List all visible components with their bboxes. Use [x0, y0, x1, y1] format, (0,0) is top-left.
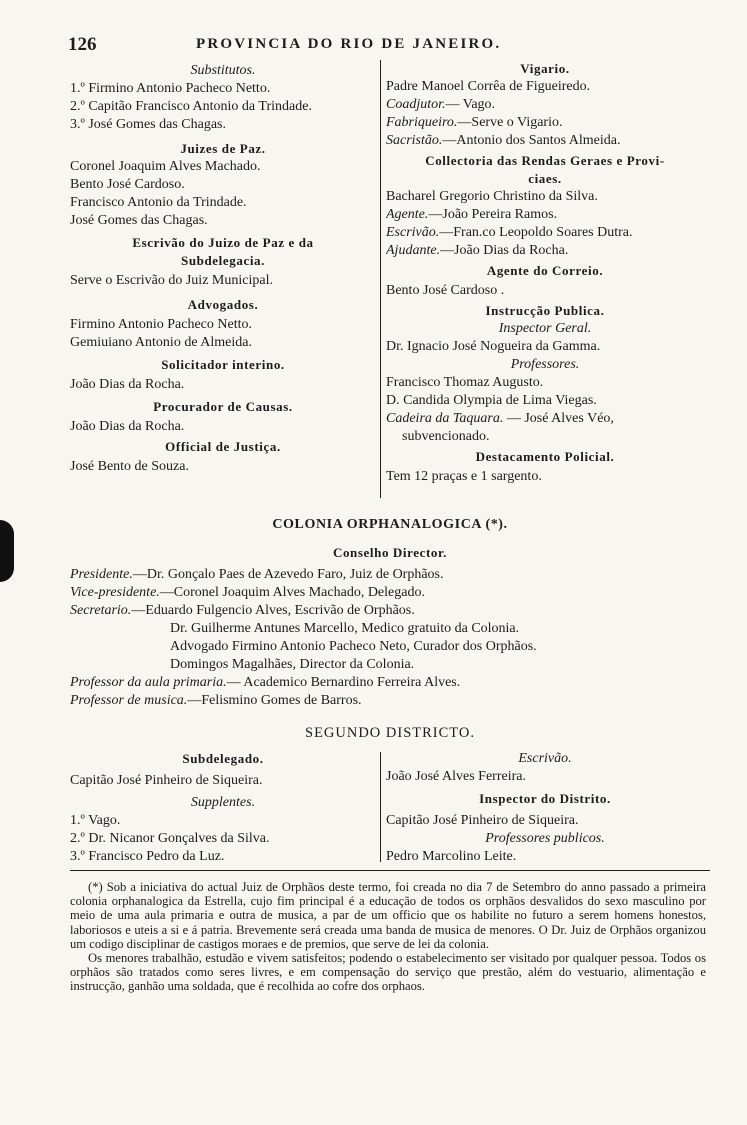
secretario-label: Secretario.	[70, 603, 132, 618]
page-header	[68, 34, 708, 56]
advogado-item: Firmino Antonio Pacheco Netto.	[70, 317, 252, 332]
official-heading: Official de Justiça.	[165, 439, 281, 454]
supplente-item: 2.º Dr. Nicanor Gonçalves da Silva.	[70, 831, 270, 846]
sacristao-text: —Antonio dos Santos Almeida.	[442, 133, 621, 148]
fabriqueiro-line	[386, 114, 704, 132]
segundo-heading: SEGUNDO DISTRICTO.	[305, 725, 475, 741]
prof-musica-line	[70, 692, 710, 710]
prof-aula-line	[70, 674, 710, 692]
fabriqueiro-text: —Serve o Vigario.	[457, 115, 563, 130]
segundo-right-column	[386, 750, 704, 866]
secretario-text: —Eduardo Fulgencio Alves, Escrivão de Orphãos.	[131, 603, 415, 618]
escrivao-distrito-heading: Escrivão.	[518, 751, 572, 766]
inspector-distrito-name: Capitão José Pinheiro de Siqueira.	[386, 813, 579, 828]
escrivao-text: Serve o Escrivão do Juiz Municipal.	[70, 273, 273, 288]
page-title: PROVINCIA DO RIO DE JANEIRO.	[196, 36, 502, 52]
presidente-text: —Dr. Gonçalo Paes de Azevedo Faro, Juiz de Orphãos.	[132, 567, 444, 582]
juizes-heading: Juizes de Paz.	[180, 141, 266, 156]
vice-label: Vice-presidente.	[70, 585, 160, 600]
prof-aula-text: — Academico Bernardino Ferreira Alves.	[226, 675, 461, 690]
ink-blot	[0, 520, 14, 582]
footnote-paragraph: (*) Sob a iniciativa do actual Juiz de Orphãos deste termo, foi creada no dia 7 de Setembro do anno passado a primeira colonia orphanalogica da Estrella, cujo fim principal é a educação de todos os orphãos desvalidos do sexo masculino por meio de uma aula primaria e outra de musica, a par de um officio que os habilite no futuro a serem homens honestos, laboriosos e uteis a si e á patria. Brevemente será creada uma banda de musica de menores. O Dr. Juiz de Orphãos organizou um codigo disciplinar de castigos moraes e de premios, que serve de lei da colonia.	[70, 880, 706, 951]
cadeira-label: Cadeira da Taquara.	[386, 411, 504, 426]
collectoria-heading-2: ciaes.	[528, 171, 562, 186]
member-item: Advogado Firmino Antonio Pacheco Neto, Curador dos Orphãos.	[170, 639, 537, 654]
procurador-heading: Procurador de Causas.	[153, 399, 293, 414]
vigario-heading: Vigario.	[520, 61, 570, 76]
official-text: José Bento de Souza.	[70, 459, 189, 474]
footnote-paragraph: Os menores trabalhão, estudão e vivem satisfeitos; podendo o estabelecimento ser visitado por qualquer pessoa. Todos os orphãos são tratados como seres livres, e em compensação do serviço que prestão, além do vestuario, alimentação e instrucção, ganhão uma soldada, que é recolhida ao cofre dos orphaos.	[70, 951, 706, 994]
professores-publicos-heading: Professores publicos.	[485, 831, 605, 846]
supplentes-heading: Supplentes.	[190, 795, 256, 810]
instruccao-heading: Instrucção Publica.	[485, 303, 605, 318]
escrivao-heading: Escrivão do Juizo de Paz e da	[132, 235, 314, 250]
left-column	[70, 62, 376, 476]
presidente-label: Presidente.	[70, 567, 133, 582]
ajudante-line	[386, 242, 704, 260]
secretario-line	[70, 602, 710, 620]
footnote	[70, 880, 706, 994]
escrivao-heading-2: Subdelegacia.	[180, 253, 265, 268]
supplente-item: 3.º Francisco Pedro da Luz.	[70, 849, 225, 864]
juiz-item: José Gomes das Chagas.	[70, 213, 208, 228]
agente-text: —João Pereira Ramos.	[428, 207, 558, 222]
collectoria-heading: Collectoria das Rendas Geraes e Provi-	[425, 153, 665, 168]
supplente-item: 1.º Vago.	[70, 813, 121, 828]
advogados-heading: Advogados.	[187, 297, 259, 312]
member-item: Domingos Magalhães, Director da Colonia.	[170, 657, 415, 672]
professor-item: Francisco Thomaz Augusto.	[386, 375, 544, 390]
procurador-text: João Dias da Rocha.	[70, 419, 185, 434]
prof-musica-label: Professor de musica.	[70, 693, 188, 708]
juiz-item: Coronel Joaquim Alves Machado.	[70, 159, 261, 174]
agente-line	[386, 206, 704, 224]
substitutos-heading: Substitutos.	[190, 63, 256, 78]
inspector-name: Dr. Ignacio José Nogueira da Gamma.	[386, 339, 601, 354]
inspector-heading: Inspector Geral.	[498, 321, 592, 336]
substituto-item: 1.º Firmino Antonio Pacheco Netto.	[70, 81, 271, 96]
cadeira-line	[386, 410, 704, 428]
destacamento-heading: Destacamento Policial.	[475, 449, 615, 464]
escrivao-line	[386, 224, 704, 242]
professor-publico-name: Pedro Marcolino Leite.	[386, 849, 517, 864]
coadjutor-line	[386, 96, 704, 114]
subdelegado-name: Capitão José Pinheiro de Siqueira.	[70, 773, 263, 788]
substituto-item: 3.º José Gomes das Chagas.	[70, 117, 226, 132]
professores-heading: Professores.	[510, 357, 580, 372]
professor-item: D. Candida Olympia de Lima Viegas.	[386, 393, 597, 408]
juiz-item: Francisco Antonio da Trindade.	[70, 195, 247, 210]
fabriqueiro-label: Fabriqueiro.	[386, 115, 458, 130]
agente-label: Agente.	[386, 207, 429, 222]
ajudante-text: —João Dias da Rocha.	[440, 243, 569, 258]
vice-line	[70, 584, 710, 602]
cadeira-text: — José Alves Véo,	[506, 411, 614, 426]
vigario-name: Padre Manoel Corrêa de Figueiredo.	[386, 79, 591, 94]
presidente-line	[70, 566, 710, 584]
escrivao-distrito-name: João José Alves Ferreira.	[386, 769, 526, 784]
coadjutor-text: — Vago.	[445, 97, 496, 112]
collectoria-name: Bacharel Gregorio Christino da Silva.	[386, 189, 598, 204]
vice-text: —Coronel Joaquim Alves Machado, Delegado.	[159, 585, 425, 600]
solicitador-text: João Dias da Rocha.	[70, 377, 185, 392]
sacristao-label: Sacristão.	[386, 133, 443, 148]
conselho-heading: Conselho Director.	[332, 545, 448, 560]
segundo-left-column	[70, 750, 376, 866]
advogado-item: Gemiuiano Antonio de Almeida.	[70, 335, 252, 350]
member-item: Dr. Guilherme Antunes Marcello, Medico gratuito da Colonia.	[170, 621, 520, 636]
footnote-rule	[70, 870, 710, 871]
solicitador-heading: Solicitador interino.	[161, 357, 285, 372]
cadeira-text-2: subvencionado.	[402, 429, 490, 444]
correio-heading: Agente do Correio.	[486, 263, 604, 278]
page-number: 126	[68, 34, 97, 55]
prof-musica-text: —Felismino Gomes de Barros.	[187, 693, 362, 708]
correio-text: Bento José Cardoso .	[386, 283, 505, 298]
prof-aula-label: Professor da aula primaria.	[70, 675, 227, 690]
colonia-section	[70, 516, 710, 742]
substituto-item: 2.º Capitão Francisco Antonio da Trindade.	[70, 99, 312, 114]
ajudante-label: Ajudante.	[386, 243, 441, 258]
column-divider-top	[380, 60, 381, 498]
coadjutor-label: Coadjutor.	[386, 97, 446, 112]
colonia-heading: COLONIA ORPHANALOGICA (*).	[272, 517, 508, 532]
escrivao-text: —Fran.co Leopoldo Soares Dutra.	[439, 225, 633, 240]
destacamento-text: Tem 12 praças e 1 sargento.	[386, 469, 542, 484]
inspector-distrito-heading: Inspector do Distrito.	[479, 791, 611, 806]
sacristao-line	[386, 132, 704, 150]
subdelegado-heading: Subdelegado.	[182, 751, 264, 766]
column-divider-bottom	[380, 752, 381, 862]
escrivao-label: Escrivão.	[386, 225, 440, 240]
juiz-item: Bento José Cardoso.	[70, 177, 185, 192]
right-column	[386, 60, 704, 486]
